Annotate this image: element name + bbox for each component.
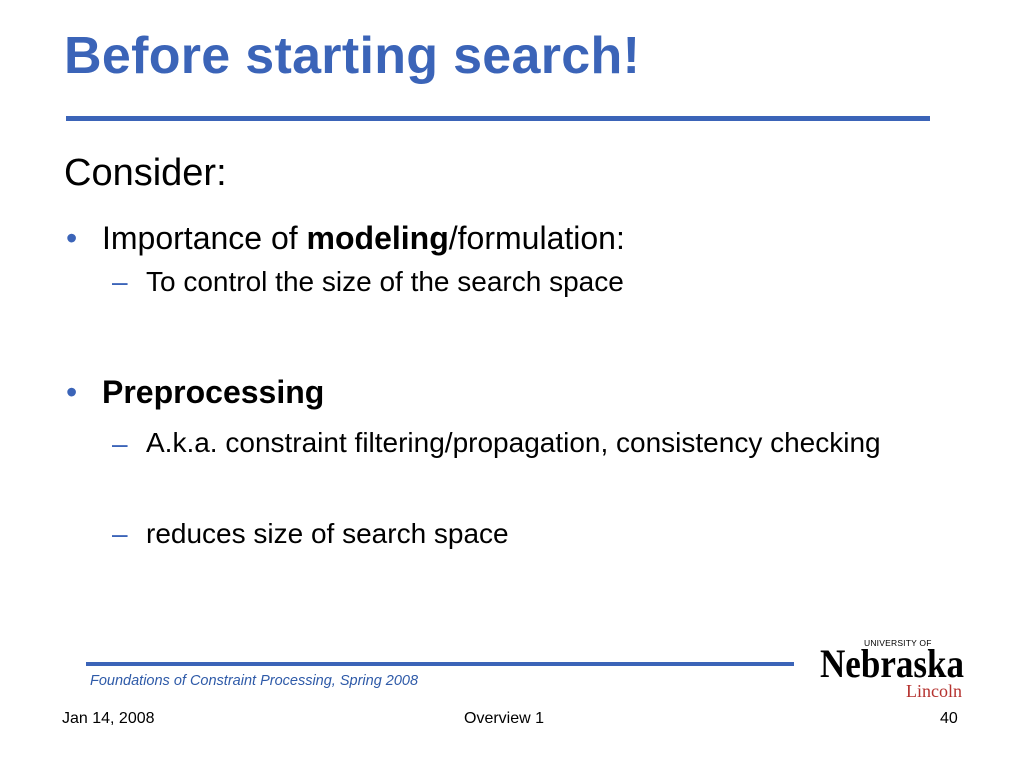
bullet-text [102, 376, 324, 408]
bullet-suffix: /formulation: [448, 220, 625, 256]
title-underline [66, 116, 930, 121]
bullet-text [102, 222, 625, 254]
dash-marker: – [112, 518, 128, 549]
slide-title: Before starting search! [64, 27, 641, 85]
dash-marker: – [112, 428, 128, 459]
logo-university-of: UNIVERSITY OF [864, 638, 932, 648]
footer-date: Jan 14, 2008 [62, 710, 155, 727]
footer-course-title: Foundations of Constraint Processing, Spring 2008 [90, 673, 419, 689]
bullet-prefix: Importance of [102, 220, 307, 256]
intro-text: Consider: [64, 152, 227, 194]
sub-bullet-text: reduces size of search space [146, 518, 509, 549]
slide-number: 40 [940, 710, 958, 727]
footer-center-label: Overview 1 [464, 710, 545, 727]
university-logo [818, 634, 968, 700]
bullet-marker: • [66, 374, 78, 410]
bullet-bold-term: Preprocessing [102, 374, 325, 410]
dash-marker: – [112, 266, 128, 297]
bullet-bold-term: modeling [306, 220, 449, 256]
bullet-marker: • [66, 220, 78, 256]
logo-name: Nebraska [820, 641, 964, 686]
logo-campus: Lincoln [906, 681, 962, 700]
sub-bullet-text: To control the size of the search space [146, 266, 624, 297]
sub-bullet-text: A.k.a. constraint filtering/propagation, consistency checking [146, 427, 881, 458]
footer-rule [86, 662, 794, 666]
